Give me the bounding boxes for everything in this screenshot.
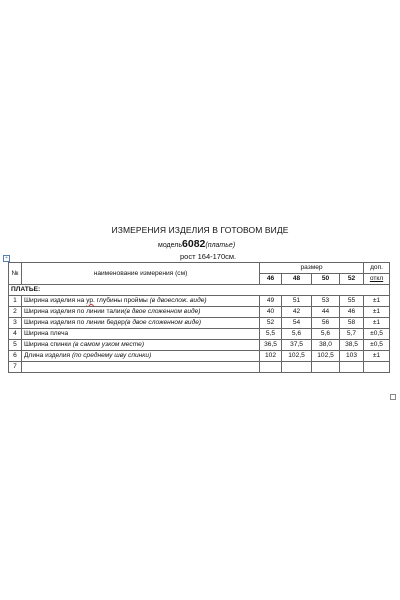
- size-value: 49: [260, 296, 282, 307]
- tolerance-value: ±0,5: [364, 340, 390, 351]
- table-resize-handle[interactable]: [390, 394, 396, 400]
- size-value: 52: [260, 318, 282, 329]
- col-tol-header: доп.: [364, 263, 390, 274]
- tolerance-value: ±1: [364, 307, 390, 318]
- table-row: [9, 318, 390, 329]
- size-value: 54: [282, 318, 312, 329]
- size-value: [282, 362, 312, 373]
- measurement-name: [22, 318, 260, 329]
- size-value: 102,5: [282, 351, 312, 362]
- measurement-label-part: глубины проймы: [94, 297, 150, 304]
- measurement-note: (в самом узком месте): [72, 341, 145, 348]
- measurement-label-part: Длина изделия: [24, 352, 72, 359]
- size-value: 5,6: [282, 329, 312, 340]
- measurement-label-part: Ширина изделия на: [24, 297, 87, 304]
- measurement-note: (в двое сложенном виде): [124, 319, 202, 326]
- section-label: ПЛАТЬЕ:: [9, 285, 390, 296]
- size-value: 42: [282, 307, 312, 318]
- size-value: 5,6: [312, 329, 340, 340]
- table-row: [9, 307, 390, 318]
- table-row: [9, 340, 390, 351]
- row-number: 3: [9, 318, 22, 329]
- measurement-label-part: Ширина плеча: [24, 330, 69, 337]
- size-52: 52: [340, 274, 364, 285]
- model-line: [158, 238, 235, 250]
- measurement-name: [22, 296, 260, 307]
- tolerance-value: [364, 362, 390, 373]
- size-48: 48: [282, 274, 312, 285]
- size-value: 5,5: [260, 329, 282, 340]
- size-value: 56: [312, 318, 340, 329]
- size-50: 50: [312, 274, 340, 285]
- col-size-header: размер: [260, 263, 364, 274]
- measurements-table: [8, 262, 390, 373]
- table-row: [9, 351, 390, 362]
- row-number: 1: [9, 296, 22, 307]
- measurement-note: (в двое сложенном виде): [124, 308, 201, 315]
- tolerance-value: ±1: [364, 296, 390, 307]
- document-title: ИЗМЕРЕНИЯ ИЗДЕЛИЯ В ГОТОВОМ ВИДЕ: [111, 225, 289, 235]
- size-value: 51: [282, 296, 312, 307]
- size-value: 36,5: [260, 340, 282, 351]
- table-move-handle-icon[interactable]: +: [3, 255, 10, 262]
- row-number: 7: [9, 362, 22, 373]
- model-prefix: модель: [158, 242, 183, 249]
- size-value: [260, 362, 282, 373]
- measurement-label-part: Ширина изделия по линии бедер: [24, 319, 125, 326]
- row-number: 5: [9, 340, 22, 351]
- measurement-name: [22, 329, 260, 340]
- measurement-label-part: Ширина изделия по линии талии: [24, 308, 125, 315]
- size-value: 38,0: [312, 340, 340, 351]
- measurement-name: [22, 307, 260, 318]
- size-value: 53: [312, 296, 340, 307]
- size-value: 44: [312, 307, 340, 318]
- size-value: 102: [260, 351, 282, 362]
- size-value: 38,5: [340, 340, 364, 351]
- height-range: рост 164-170см.: [180, 252, 237, 261]
- model-note: (платье): [205, 242, 236, 249]
- row-number: 2: [9, 307, 22, 318]
- size-value: [340, 362, 364, 373]
- row-number: 4: [9, 329, 22, 340]
- size-value: 103: [340, 351, 364, 362]
- col-num-header: №: [9, 263, 22, 285]
- size-value: 58: [340, 318, 364, 329]
- table-row: [9, 329, 390, 340]
- col-tol-header-2: откл: [364, 274, 390, 285]
- size-value: 46: [340, 307, 364, 318]
- measurement-name: [22, 362, 260, 373]
- measurement-note: (по среднему шву спинки): [71, 352, 152, 359]
- measurement-name: [22, 340, 260, 351]
- col-name-header: наименование измерения (см): [22, 263, 260, 285]
- tolerance-value: ±1: [364, 351, 390, 362]
- size-value: 5,7: [340, 329, 364, 340]
- header-row: [9, 263, 390, 274]
- size-46: 46: [260, 274, 282, 285]
- size-value: 102,5: [312, 351, 340, 362]
- measurement-name: [22, 351, 260, 362]
- tolerance-value: ±0,5: [364, 329, 390, 340]
- size-value: 55: [340, 296, 364, 307]
- model-number: 6082: [182, 238, 206, 250]
- measurement-label-part: ур.: [86, 297, 95, 304]
- row-number: 6: [9, 351, 22, 362]
- measurement-label-part: Ширина спинки: [24, 341, 73, 348]
- tolerance-value: ±1: [364, 318, 390, 329]
- size-value: 37,5: [282, 340, 312, 351]
- measurement-note: (в двоеслож. виде): [149, 297, 207, 304]
- table-row: [9, 362, 390, 373]
- table-row: [9, 296, 390, 307]
- size-value: [312, 362, 340, 373]
- size-value: 40: [260, 307, 282, 318]
- section-row: [9, 285, 390, 296]
